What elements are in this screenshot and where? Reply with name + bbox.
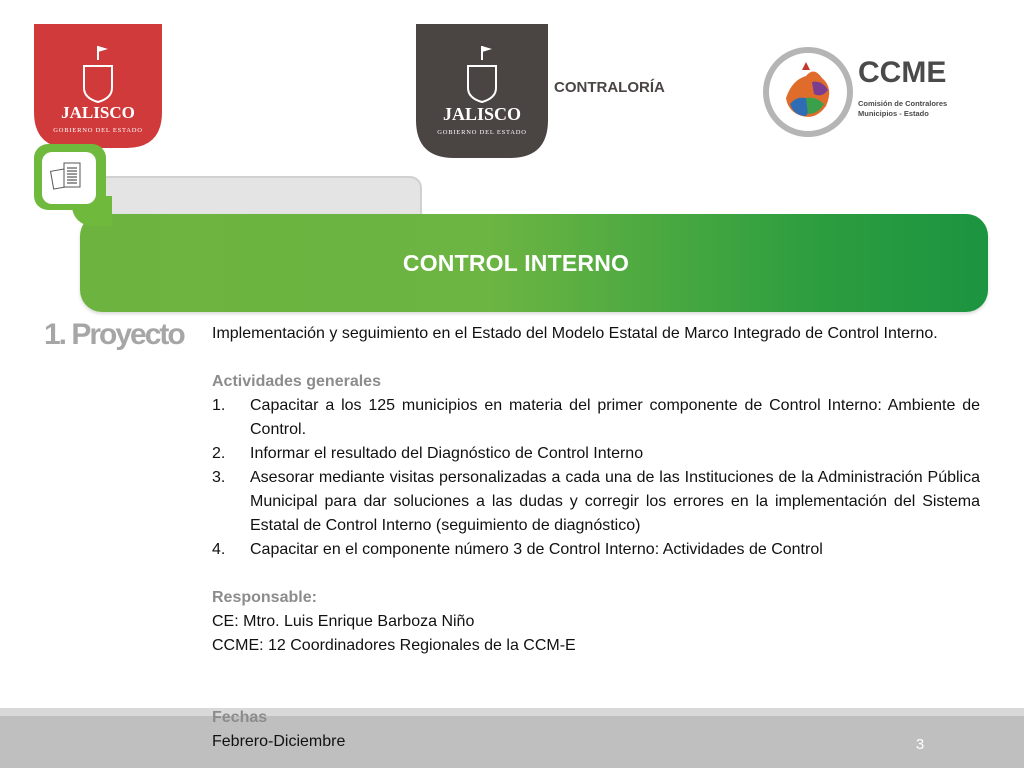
list-item-number: 4.	[212, 541, 226, 558]
fechas-value: Febrero-Diciembre	[212, 733, 346, 750]
header-title: CONTROL INTERNO	[402, 250, 630, 276]
list-item-number: 3.	[212, 469, 226, 486]
list-item	[212, 466, 980, 538]
contraloria-label: CONTRALORÍA	[554, 79, 665, 96]
responsable-line: CCME: 12 Coordinadores Regionales de la CCM-E	[212, 637, 576, 654]
list-item-text: Asesorar mediante visitas personalizadas a cada una de las Instituciones de la Administración Pública Municipal para dar soluciones a las dudas y corregir los errores en la implementación del Sistema Estatal de Control Interno (seguimiento de diagnóstico)	[250, 469, 980, 534]
list-item-text: Informar el resultado del Diagnóstico de Control Interno	[250, 445, 644, 462]
document-stack-icon	[50, 160, 84, 194]
fechas-block	[212, 706, 612, 754]
activities-list	[212, 394, 980, 562]
page-number: 3	[915, 736, 925, 753]
intro-paragraph: Implementación y seguimiento en el Estado del Modelo Estatal de Marco Integrado de Control Interno.	[212, 325, 938, 342]
list-item-text: Capacitar en el componente número 3 de Control Interno: Actividades de Control	[250, 541, 823, 558]
section-label: 1. Proyecto	[44, 318, 184, 351]
fechas-heading: Fechas	[212, 709, 268, 726]
list-item	[212, 442, 980, 466]
ccme-logo-line1: Comisión de Contralores	[858, 99, 948, 108]
content-body	[212, 322, 980, 658]
list-item-text: Capacitar a los 125 municipios en materia del primer componente de Control Interno: Ambiente de Control.	[250, 397, 980, 438]
list-item	[212, 538, 980, 562]
contraloria-logo-subtitle: GOBIERNO DEL ESTADO	[437, 129, 527, 136]
ccme-logo-name: CCME	[858, 56, 947, 89]
jalisco-logo-name: JALISCO	[61, 103, 135, 122]
contraloria-logo-name: JALISCO	[442, 104, 522, 124]
contraloria-logo	[416, 24, 676, 158]
jalisco-logo-subtitle: GOBIERNO DEL ESTADO	[53, 127, 143, 134]
list-item-number: 1.	[212, 397, 226, 414]
responsable-line: CE: Mtro. Luis Enrique Barboza Niño	[212, 613, 475, 630]
activities-heading: Actividades generales	[212, 373, 381, 390]
responsable-heading: Responsable:	[212, 589, 317, 606]
ccme-logo-line2: Municipios - Estado	[858, 109, 929, 118]
list-item-number: 2.	[212, 445, 226, 462]
jalisco-logo	[34, 24, 162, 148]
ccme-logo	[762, 46, 972, 138]
list-item	[212, 394, 980, 442]
